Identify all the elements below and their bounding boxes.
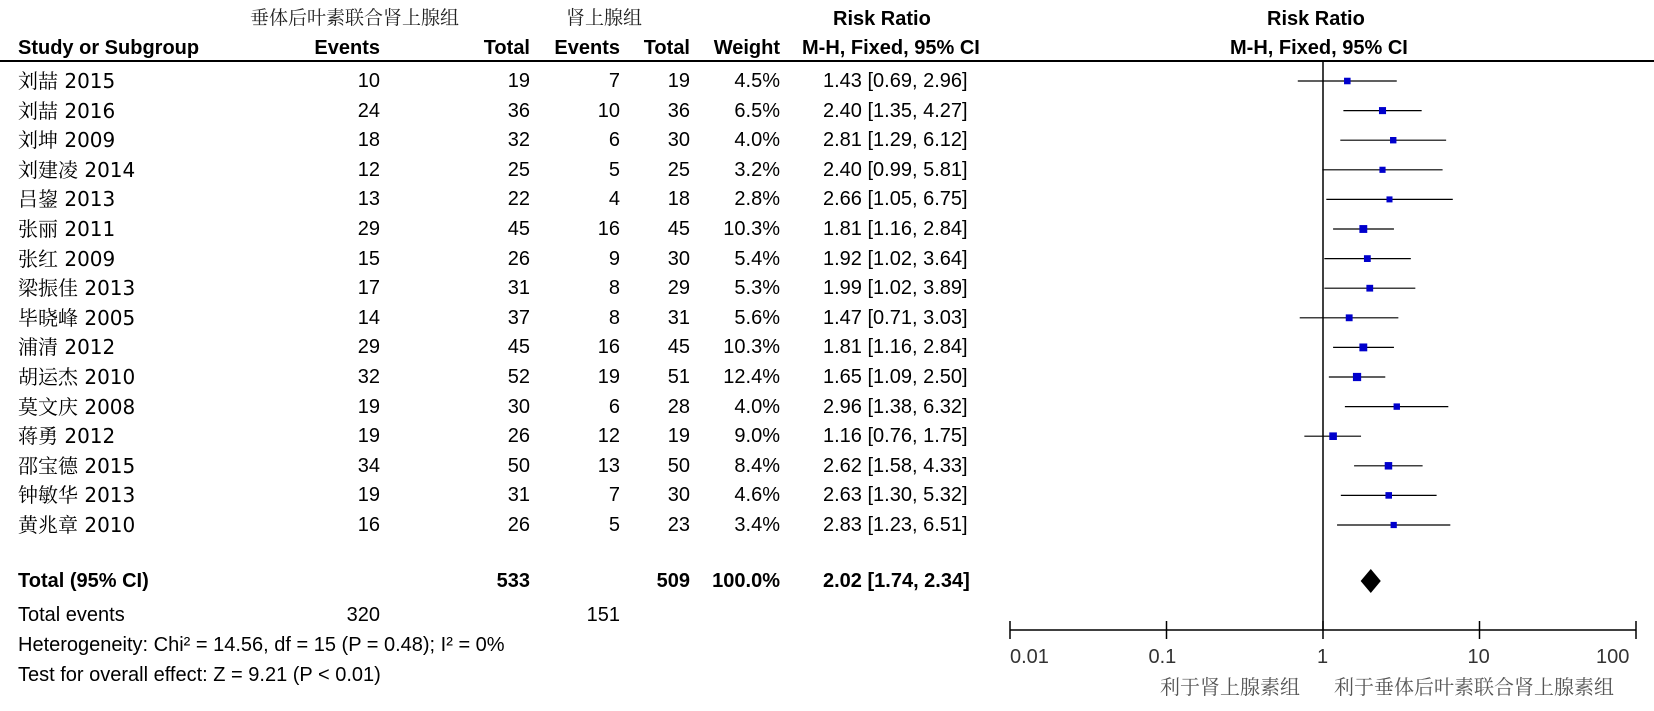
study-t1-cell: 45 bbox=[507, 336, 530, 359]
study-weight-cell: 9.0% bbox=[734, 425, 780, 448]
study-ci-cell: 1.92 [1.02, 3.64] bbox=[823, 247, 968, 270]
study-t1-cell: 19 bbox=[507, 70, 530, 92]
study-t2-cell: 29 bbox=[667, 277, 690, 300]
favors-right-label: 利于垂体后叶素联合肾上腺素组 bbox=[1334, 675, 1614, 699]
total-ci: 2.02 [1.74, 2.34] bbox=[823, 570, 970, 592]
x-tick-label: 0.1 bbox=[1148, 646, 1177, 668]
study-e1-cell: 18 bbox=[357, 129, 380, 152]
group2-header: 肾上腺组 bbox=[566, 7, 643, 29]
study-e1-cell: 17 bbox=[357, 277, 380, 300]
x-tick-label: 100 bbox=[1596, 646, 1630, 668]
study-weight-cell: 4.0% bbox=[734, 395, 780, 418]
study-t1-cell: 52 bbox=[507, 366, 530, 388]
study-e2-cell: 6 bbox=[608, 129, 620, 152]
plot-method-header: M-H, Fixed, 95% CI bbox=[1230, 37, 1408, 59]
study-name-cell: 刘喆 2016 bbox=[18, 98, 116, 123]
study-e1-cell: 32 bbox=[357, 366, 380, 388]
study-t1-cell: 50 bbox=[507, 454, 530, 477]
point-estimate-square bbox=[1385, 492, 1392, 499]
group1-header: 垂体后叶素联合肾上腺组 bbox=[250, 7, 460, 29]
study-name-cell: 刘坤 2009 bbox=[18, 128, 116, 153]
study-weight-cell: 10.3% bbox=[723, 336, 780, 359]
study-name-cell: 张红 2009 bbox=[18, 246, 116, 271]
study-weight-cell: 4.5% bbox=[734, 70, 780, 92]
study-e1-cell: 13 bbox=[357, 188, 380, 211]
study-e1-cell: 15 bbox=[357, 247, 380, 270]
col-study-header: Study or Subgroup bbox=[18, 37, 200, 59]
point-estimate-square bbox=[1390, 137, 1396, 143]
study-t1-cell: 22 bbox=[507, 188, 530, 211]
study-name-cell: 黄兆章 2010 bbox=[18, 513, 136, 537]
study-e1-cell: 34 bbox=[357, 454, 380, 477]
x-tick-label: 0.01 bbox=[1010, 646, 1049, 668]
study-weight-cell: 2.8% bbox=[734, 188, 780, 211]
study-t2-cell: 28 bbox=[667, 395, 690, 418]
study-e1-cell: 19 bbox=[357, 395, 380, 418]
study-e2-cell: 19 bbox=[597, 366, 620, 388]
study-t2-cell: 51 bbox=[667, 366, 690, 388]
study-name-cell: 胡运杰 2010 bbox=[18, 365, 136, 389]
col-total1-header: Total bbox=[483, 37, 530, 59]
point-estimate-square bbox=[1385, 462, 1392, 469]
heterogeneity-text: Heterogeneity: Chi² = 14.56, df = 15 (P = 0.48); I² = 0% bbox=[18, 634, 505, 656]
study-t2-cell: 19 bbox=[667, 425, 690, 448]
study-t1-cell: 26 bbox=[507, 425, 530, 448]
col-ci-header: M-H, Fixed, 95% CI bbox=[802, 37, 980, 59]
study-e1-cell: 29 bbox=[357, 336, 380, 359]
study-ci-cell: 1.65 [1.09, 2.50] bbox=[823, 366, 968, 388]
study-e2-cell: 16 bbox=[597, 218, 620, 240]
point-estimate-square bbox=[1346, 314, 1353, 321]
study-t1-cell: 26 bbox=[507, 247, 530, 270]
study-t2-cell: 25 bbox=[667, 158, 690, 181]
total-label: Total (95% CI) bbox=[18, 570, 149, 592]
study-t1-cell: 26 bbox=[507, 514, 530, 536]
point-estimate-square bbox=[1379, 167, 1385, 173]
point-estimate-square bbox=[1366, 285, 1373, 292]
study-weight-cell: 6.5% bbox=[734, 99, 780, 122]
study-weight-cell: 5.6% bbox=[734, 306, 780, 329]
col-events1-header: Events bbox=[314, 37, 380, 59]
study-t1-cell: 30 bbox=[507, 395, 530, 418]
study-name-cell: 邵宝德 2015 bbox=[18, 453, 136, 478]
study-name-cell: 吕鋆 2013 bbox=[18, 187, 116, 212]
total-weight: 100.0% bbox=[712, 570, 780, 592]
point-estimate-square bbox=[1364, 255, 1371, 262]
study-t2-cell: 23 bbox=[667, 514, 690, 536]
study-t2-cell: 45 bbox=[667, 218, 690, 240]
study-name-cell: 梁振佳 2013 bbox=[18, 276, 136, 301]
total-events-label: Total events bbox=[18, 604, 125, 626]
study-t2-cell: 31 bbox=[667, 306, 690, 329]
study-t2-cell: 36 bbox=[667, 99, 690, 122]
study-ci-cell: 1.99 [1.02, 3.89] bbox=[823, 277, 968, 300]
study-e2-cell: 5 bbox=[608, 158, 620, 181]
study-t1-cell: 32 bbox=[507, 129, 530, 152]
total-t1: 533 bbox=[496, 570, 530, 592]
point-estimate-square bbox=[1353, 373, 1361, 381]
study-ci-cell: 2.81 [1.29, 6.12] bbox=[823, 129, 968, 152]
study-e1-cell: 12 bbox=[357, 158, 380, 181]
total-t2: 509 bbox=[656, 570, 690, 592]
study-ci-cell: 2.40 [1.35, 4.27] bbox=[823, 99, 968, 122]
study-weight-cell: 10.3% bbox=[723, 218, 780, 240]
point-estimate-square bbox=[1386, 196, 1392, 202]
study-e2-cell: 7 bbox=[608, 70, 620, 92]
study-ci-cell: 2.96 [1.38, 6.32] bbox=[823, 395, 968, 418]
col-total2-header: Total bbox=[643, 37, 690, 59]
study-name-cell: 钟敏华 2013 bbox=[18, 483, 136, 508]
study-t1-cell: 31 bbox=[507, 484, 530, 507]
study-name-cell: 蒋勇 2012 bbox=[18, 424, 116, 449]
study-name-cell: 浦清 2012 bbox=[18, 335, 116, 360]
study-ci-cell: 1.43 [0.69, 2.96] bbox=[823, 70, 968, 92]
study-ci-cell: 2.62 [1.58, 4.33] bbox=[823, 454, 968, 477]
study-e1-cell: 19 bbox=[357, 425, 380, 448]
study-ci-cell: 1.81 [1.16, 2.84] bbox=[823, 218, 968, 240]
study-e1-cell: 10 bbox=[357, 70, 380, 92]
total-events-2: 151 bbox=[586, 604, 620, 626]
study-weight-cell: 4.6% bbox=[734, 484, 780, 507]
study-weight-cell: 5.4% bbox=[734, 247, 780, 270]
study-name-cell: 毕晓峰 2005 bbox=[18, 305, 136, 330]
point-estimate-square bbox=[1344, 78, 1351, 85]
study-ci-cell: 1.47 [0.71, 3.03] bbox=[823, 306, 968, 329]
study-name-cell: 张丽 2011 bbox=[18, 217, 116, 241]
study-e2-cell: 7 bbox=[608, 484, 620, 507]
study-ci-cell: 2.66 [1.05, 6.75] bbox=[823, 188, 968, 211]
rr-column-title: Risk Ratio bbox=[833, 8, 931, 30]
study-weight-cell: 5.3% bbox=[734, 277, 780, 300]
study-e2-cell: 6 bbox=[608, 395, 620, 418]
study-name-cell: 刘喆 2015 bbox=[18, 69, 116, 93]
study-t2-cell: 50 bbox=[667, 454, 690, 477]
study-weight-cell: 3.2% bbox=[734, 158, 780, 181]
study-name-cell: 莫文庆 2008 bbox=[18, 394, 136, 419]
study-t1-cell: 45 bbox=[507, 218, 530, 240]
study-t2-cell: 19 bbox=[667, 70, 690, 92]
x-tick-label: 10 bbox=[1467, 646, 1490, 668]
study-e2-cell: 13 bbox=[597, 454, 620, 477]
col-events2-header: Events bbox=[554, 37, 620, 59]
study-e1-cell: 24 bbox=[357, 99, 380, 122]
study-weight-cell: 8.4% bbox=[734, 454, 780, 477]
study-name-cell: 刘建凌 2014 bbox=[18, 157, 136, 182]
study-ci-cell: 1.16 [0.76, 1.75] bbox=[823, 425, 968, 448]
study-e1-cell: 19 bbox=[357, 484, 380, 507]
point-estimate-square bbox=[1359, 343, 1367, 351]
study-t2-cell: 18 bbox=[667, 188, 690, 211]
study-e2-cell: 10 bbox=[597, 99, 620, 122]
study-t2-cell: 30 bbox=[667, 129, 690, 152]
study-e2-cell: 9 bbox=[608, 247, 620, 270]
study-t2-cell: 30 bbox=[667, 484, 690, 507]
total-events-1: 320 bbox=[346, 604, 380, 626]
plot-title: Risk Ratio bbox=[1267, 8, 1365, 30]
summary-diamond bbox=[1361, 569, 1381, 593]
study-weight-cell: 3.4% bbox=[734, 514, 780, 536]
study-ci-cell: 2.83 [1.23, 6.51] bbox=[823, 514, 968, 536]
x-tick-label: 1 bbox=[1317, 646, 1329, 668]
favors-left-label: 利于肾上腺素组 bbox=[1160, 675, 1300, 699]
study-e2-cell: 16 bbox=[597, 336, 620, 359]
study-e2-cell: 8 bbox=[608, 277, 620, 300]
study-ci-cell: 1.81 [1.16, 2.84] bbox=[823, 336, 968, 359]
study-weight-cell: 4.0% bbox=[734, 129, 780, 152]
study-weight-cell: 12.4% bbox=[723, 366, 780, 388]
point-estimate-square bbox=[1394, 403, 1400, 409]
overall-effect-text: Test for overall effect: Z = 9.21 (P < 0.01) bbox=[18, 664, 381, 686]
study-e2-cell: 12 bbox=[597, 425, 620, 448]
study-t2-cell: 30 bbox=[667, 247, 690, 270]
point-estimate-square bbox=[1359, 225, 1367, 233]
study-t1-cell: 31 bbox=[507, 277, 530, 300]
study-t2-cell: 45 bbox=[667, 336, 690, 359]
point-estimate-square bbox=[1329, 432, 1337, 440]
study-e2-cell: 8 bbox=[608, 306, 620, 329]
study-e1-cell: 29 bbox=[357, 218, 380, 240]
study-t1-cell: 25 bbox=[507, 158, 530, 181]
study-t1-cell: 37 bbox=[507, 306, 530, 329]
col-weight-header: Weight bbox=[713, 37, 780, 59]
point-estimate-square bbox=[1379, 107, 1386, 114]
study-ci-cell: 2.40 [0.99, 5.81] bbox=[823, 158, 968, 181]
study-e2-cell: 4 bbox=[608, 188, 620, 211]
study-e1-cell: 14 bbox=[357, 306, 380, 329]
study-ci-cell: 2.63 [1.30, 5.32] bbox=[823, 484, 968, 507]
point-estimate-square bbox=[1391, 522, 1397, 528]
study-e1-cell: 16 bbox=[357, 514, 380, 536]
study-t1-cell: 36 bbox=[507, 99, 530, 122]
study-e2-cell: 5 bbox=[608, 514, 620, 536]
